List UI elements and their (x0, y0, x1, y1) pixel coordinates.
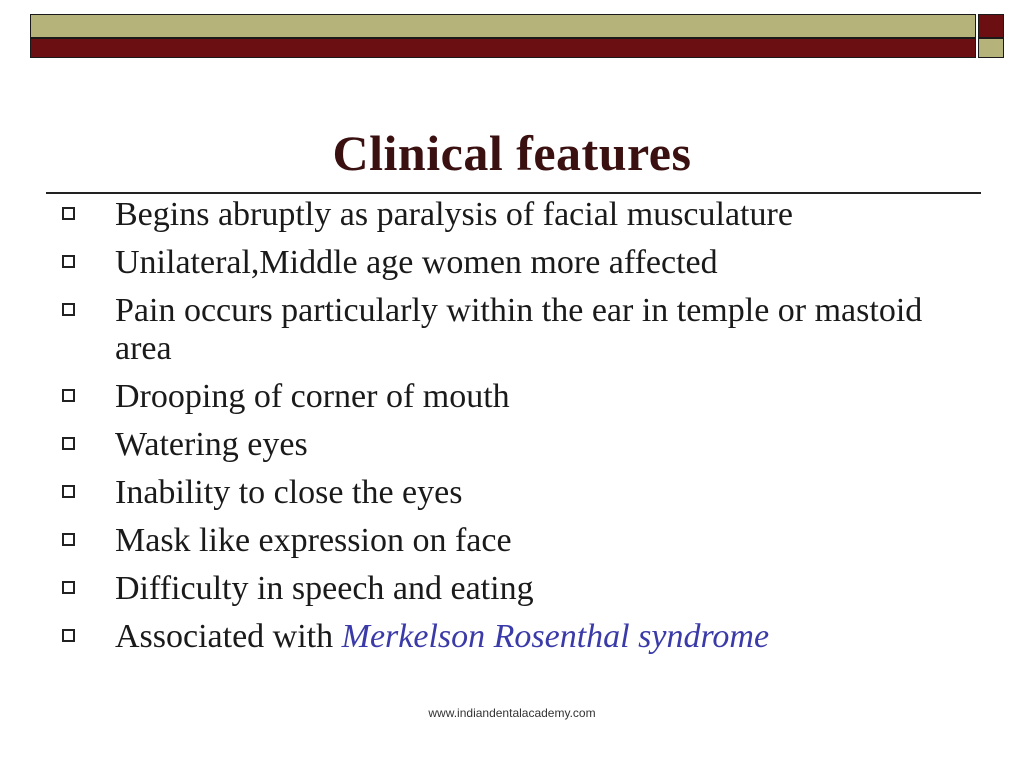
list-item (62, 196, 962, 234)
list-item (62, 522, 962, 560)
footer-watermark-url: www.indiandentalacademy.com (428, 706, 596, 720)
square-bullet-icon (62, 437, 75, 450)
slide-title: Clinical features (332, 125, 692, 181)
list-item-text: Inability to close the eyes (115, 474, 463, 511)
top-decorative-bar (30, 14, 976, 58)
square-bullet-icon (62, 581, 75, 594)
list-item (62, 474, 962, 512)
square-bullet-icon (62, 389, 75, 402)
list-item-text: Pain occurs particularly within the ear in temple or mastoid area (115, 292, 923, 367)
list-item (62, 292, 962, 368)
list-item-text: Mask like expression on face (115, 522, 512, 559)
square-bullet-icon (62, 629, 75, 642)
list-item-text: Drooping of corner of mouth (115, 378, 510, 415)
list-item-text: Associated with (115, 618, 342, 655)
list-item-text: Unilateral,Middle age women more affected (115, 244, 718, 281)
list-item (62, 426, 962, 464)
list-item (62, 618, 962, 656)
square-bullet-icon (62, 207, 75, 220)
syndrome-highlight-text: Merkelson Rosenthal syndrome (341, 618, 770, 655)
square-bullet-icon (62, 303, 75, 316)
list-item-text: Watering eyes (115, 426, 308, 463)
list-item-text: Begins abruptly as paralysis of facial musculature (115, 196, 793, 233)
list-item (62, 244, 962, 282)
list-item (62, 378, 962, 416)
square-bullet-icon (62, 485, 75, 498)
top-bar-maroon-strip (30, 38, 976, 58)
list-item-text: Difficulty in speech and eating (115, 570, 534, 607)
bullet-list (62, 196, 962, 666)
title-divider (46, 192, 981, 194)
list-item (62, 570, 962, 608)
square-bullet-icon (62, 533, 75, 546)
top-bar-olive-strip (30, 14, 976, 38)
corner-block-olive (978, 38, 1004, 58)
square-bullet-icon (62, 255, 75, 268)
corner-block-maroon (978, 14, 1004, 38)
